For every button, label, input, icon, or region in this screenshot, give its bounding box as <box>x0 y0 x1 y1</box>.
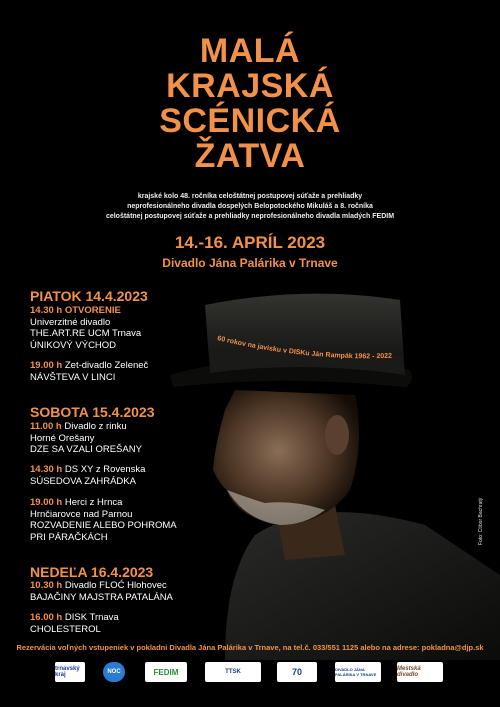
event-time: 10.30 h <box>30 580 63 591</box>
event-title: Zet-divadlo Zeleneč <box>64 360 149 371</box>
title-line-2: KRAJSKÁ <box>166 67 334 105</box>
event-line: ROZVADENIE ALEBO POHROMA <box>30 520 177 531</box>
event-title: Divadlo FLOĆ Hlohovec <box>64 580 167 591</box>
hat-text: 60 rokov na javisku v DISKu Ján Rampák 1962 - 2022 <box>216 335 393 361</box>
day-heading-saturday: SOBOTA 15.4.2023 <box>30 404 155 420</box>
event-line: CHOLESTEROL <box>30 623 101 635</box>
festival-date: 14.-16. APRÍL 2023 <box>174 233 326 252</box>
title-line-3: SCÉNICKÁ <box>159 102 341 140</box>
subtitle <box>70 192 430 222</box>
event-item <box>30 497 177 543</box>
logo-70: 70 <box>277 662 317 682</box>
event-title: Divadlo z rinku <box>64 421 127 432</box>
sponsor-logos <box>55 662 455 682</box>
festival-venue: Divadlo Jána Palárika v Trnave <box>162 256 338 270</box>
event-line: Univerzitné divadlo <box>30 316 111 328</box>
event-line: Horné Orešany <box>30 432 95 444</box>
event-line: BAJAČINY MAJSTRA PATALÁNA <box>30 591 173 603</box>
title-line-1: MALÁ <box>199 32 301 70</box>
poster-title <box>0 34 500 174</box>
event-time: 16.00 h <box>30 612 63 623</box>
event-item <box>30 421 142 456</box>
logo-ttsk: TTSK <box>205 662 261 682</box>
event-time: 19.00 h <box>30 497 63 508</box>
event-time: 14.30 h <box>30 464 63 475</box>
event-line: Hrnčiarovce nad Parnou <box>30 508 133 520</box>
event-line: DZE SA VZALI OREŠANY <box>30 444 142 455</box>
subtitle-line-2: neprofesionálneho divadla dospelých Belopotockého Mikuláš a 8. ročníka <box>127 203 373 210</box>
event-line: THE.ART.RE UCM Trnava <box>30 328 142 339</box>
logo-noc: NOC <box>103 662 125 682</box>
reservation-info: Rezervácia voľných vstupeniek v pokladni Divadla Jána Palárika v Trnave, na tel.č. 033/551 1125 alebo na adrese: pokladna@djp.sk <box>16 643 484 652</box>
logo-trnava-region: trnavský kraj <box>55 662 85 682</box>
event-title: OTVORENIE <box>64 305 121 316</box>
logo-djp: DIVADLO JÁNA PALÁRIKA V TRNAVE <box>335 662 381 682</box>
event-item <box>30 464 145 487</box>
event-item <box>30 612 119 635</box>
title-line-4: ŽATVA <box>194 137 306 175</box>
event-line: NÁVŠTEVA V LINCI <box>30 371 116 383</box>
event-item <box>30 360 148 383</box>
event-title: DISK Trnava <box>64 612 119 623</box>
portrait-photo <box>165 275 500 660</box>
event-title: DS XY z Rovenska <box>64 464 146 475</box>
event-time: 19.00 h <box>30 360 63 371</box>
day-heading-friday: PIATOK 14.4.2023 <box>30 288 148 304</box>
logo-city-theatre: Mestská divadlo <box>397 662 443 682</box>
event-line: PRI PÁRAČKÁCH <box>30 531 108 543</box>
subtitle-line-1: krajské kolo 48. ročníka celoštátnej postupovej súťaže a prehliadky <box>137 193 363 200</box>
photo-credit: Foto: Ctibor Bachratý <box>478 497 484 545</box>
event-line: SÚSEDOVA ZAHRÁDKA <box>30 475 136 487</box>
event-item <box>30 305 141 351</box>
event-time: 11.00 h <box>30 421 62 432</box>
subtitle-line-3: celoštátnej postupovej súťaže a prehliadky neprofesionálneho divadla mladých FEDIM <box>105 213 395 220</box>
event-line: ÚNIKOVÝ VÝCHOD <box>30 339 117 351</box>
event-item <box>30 580 173 603</box>
event-time: 14.30 h <box>30 305 63 316</box>
day-heading-sunday: NEDEĽA 16.4.2023 <box>30 564 154 580</box>
logo-fedim: FEDIM <box>145 662 187 682</box>
event-title: Herci z Hrnca <box>64 497 123 508</box>
